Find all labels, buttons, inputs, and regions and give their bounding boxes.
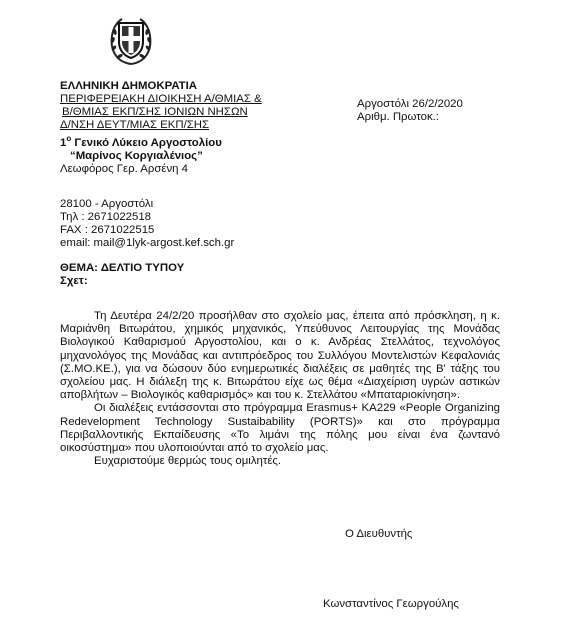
school-name (60, 132, 262, 150)
postal-code: 28100 - Αργοστόλι (60, 198, 154, 210)
body-paragraph: Οι διαλέξεις εντάσσονται στο πρόγραμμα Erasmus+ KA229 «People Organizing Redevelopment Technology Sustaibability (PORTS)» και στο πρόγραμμα Περιβαλλοντικής Εκπαίδευσης «Το λιμάνι της πόλης μου είναι ένα ζωντανό οικοσύστημα» που υλοποιούνται από το σχολείο μας. (60, 402, 500, 455)
signature-name: Κωνσταντίνος Γεωργούλης (323, 598, 459, 610)
school-name-text: Γενικό Λύκειο Αργοστολίου (71, 136, 222, 149)
body-paragraph: Ευχαριστούμε θερμώς τους ομιλητές. (94, 455, 282, 468)
contact-block (60, 198, 234, 250)
phone-number: Τηλ : 2671022518 (60, 211, 151, 223)
school-nickname: “Μαρίνος Κοργιαλένιος” (70, 149, 203, 162)
directorate-line: ΠΕΡΙΦΕΡΕΙΑΚΗ ΔΙΟΙΚΗΣΗ Α/ΘΜΙΑΣ & (60, 93, 262, 105)
school-address: Λεωφόρος Γερ. Αρσένη 4 (60, 162, 189, 175)
subject-reference: Σχετ: (60, 275, 88, 287)
subject-block (60, 262, 184, 288)
fax-number: FAX : 2671022515 (60, 224, 155, 236)
protocol-number: Αριθμ. Πρωτοκ.: (357, 111, 439, 123)
letter-body (60, 310, 500, 468)
signature-title: Ο Διευθυντής (345, 528, 413, 540)
place-date: Αργοστόλι 26/2/2020 (357, 98, 463, 110)
directorate-line: Β/ΘΜΙΑΣ ΕΚΠ/ΣΗΣ ΙΟΝΙΩΝ ΝΗΣΩΝ (62, 106, 248, 118)
directorate-line: Δ/ΝΣΗ ΔΕΥΤ/ΜΙΑΣ ΕΚΠ/ΣΗΣ (60, 119, 210, 131)
document-meta (357, 98, 463, 124)
body-paragraph: Τη Δευτέρα 24/2/20 προσήλθαν στο σχολείο μας, έπειτα από πρόσκληση, η κ. Μαριάνθη Βιτωράτου, χημικός μηχανικός, Υπεύθυνος Λειτουργίας της Μονάδας Βιολογικού Καθαρισμού Αργοστολίου, και ο κ. Ανδρέας Στελλάτος, τεχνολόγος μηχανολόγος της Μονάδας και αντιπρόεδρος του Συλλόγου Μοντελιστών Κεφαλονιάς (Σ.ΜΟ.ΚΕ.), για να δώσουν δύο ενημερωτικές διαλέξεις σε μαθητές της Β' τάξης του σχολείου μας. Η διάλεξη της κ. Βιτωράτου είχε ως θέμα «Διαχείριση υγρών αστικών αποβλήτων – Βιολογικός καθαρισμός» και του κ. Στελλάτου «Μπαταριοκίνηση». (60, 310, 500, 402)
school-ordinal: ο (66, 134, 72, 143)
sender-block (60, 80, 262, 176)
school-number: 1 (60, 136, 67, 149)
greek-coat-of-arms-icon (108, 14, 154, 66)
republic-heading: ΕΛΛΗΝΙΚΗ ΔΗΜΟΚΡΑΤΙΑ (60, 80, 197, 92)
email-address: email: mail@1lyk-argost.kef.sch.gr (60, 237, 235, 249)
subject-title: ΘΕΜΑ: ΔΕΛΤΙΟ ΤΥΠΟΥ (60, 262, 185, 274)
